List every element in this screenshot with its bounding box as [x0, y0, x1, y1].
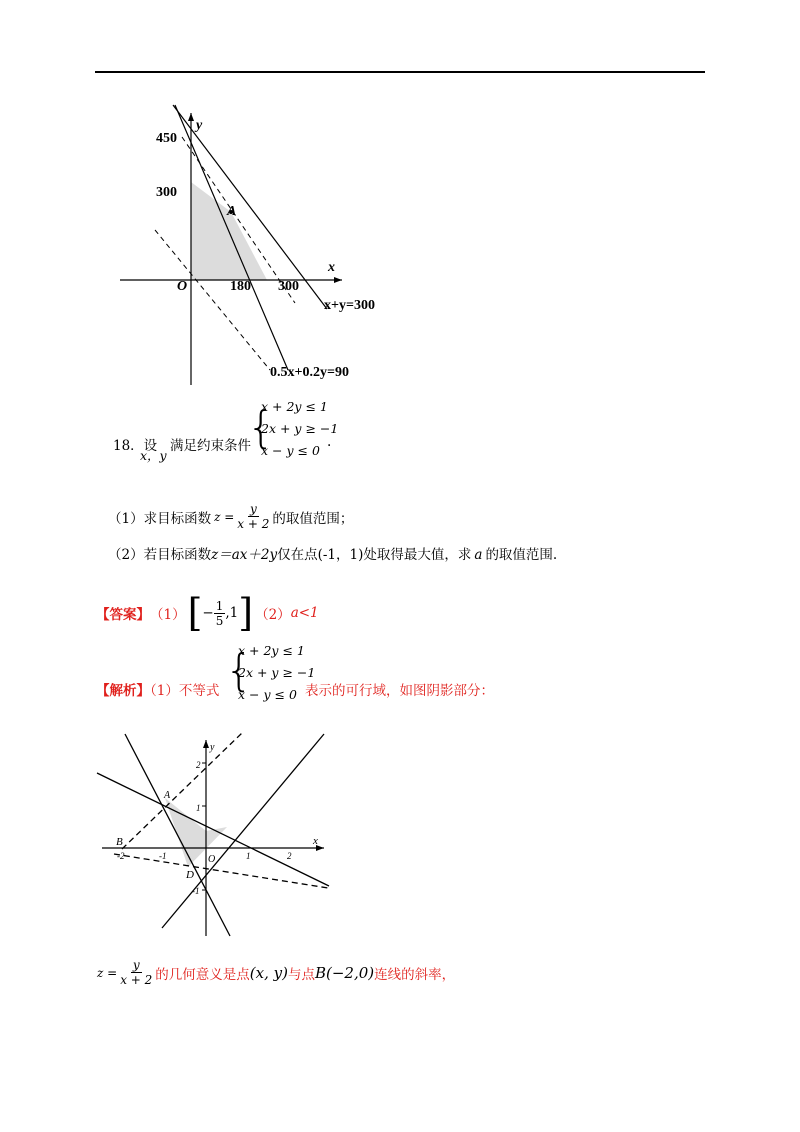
problem-condition: 满足约束条件 [170, 438, 251, 454]
point-A-label-1: A [227, 204, 237, 219]
tick-label-ym1: -1 [192, 886, 200, 896]
x-axis-label-2: x [313, 835, 318, 847]
answer-interval: [ − $\frac{1}{5}$ ,1 ] [187, 591, 254, 635]
tick-label-300-y: 300 [156, 185, 177, 200]
analysis-suffix: 表示的可行域，如图阴影部分： [305, 683, 494, 699]
answer-neg: − [202, 605, 214, 621]
slope-explanation [97, 958, 455, 987]
figure-2-graph [92, 728, 337, 940]
tick-label-x1: 1 [246, 851, 251, 861]
header-rule [95, 71, 705, 73]
tick-label-xm2: -2 [117, 851, 125, 861]
answer-part2-expr: a<1 [290, 605, 319, 621]
analysis-constraint-3: x − y ≤ 0 [238, 687, 297, 702]
q1-prefix: （1）求目标函数 [108, 510, 212, 527]
constraint-1: x + 2y ≤ 1 [261, 399, 328, 414]
answer-denominator: 5 [215, 613, 224, 628]
last-text1: 的几何意义是点 [155, 966, 250, 983]
constraint-system-1 [261, 396, 338, 462]
dashed-line-BD [114, 854, 328, 888]
y-axis-arrow-2 [203, 740, 209, 748]
line1-label: x+y=300 [324, 298, 375, 313]
figure-1-graph [110, 95, 400, 385]
constraint-3: x − y ≤ 0 [261, 443, 320, 458]
q2-middle: 仅在点(-1，1)处取得最大值，求 [277, 547, 472, 563]
line-x-plus-2y-eq-1 [97, 773, 329, 886]
tick-label-y1: 1 [196, 803, 201, 813]
y-axis-label-2: y [210, 742, 215, 753]
problem-number: 18．设 [113, 438, 158, 454]
tick-label-y2: 2 [196, 760, 201, 770]
answer-part2-label: （2） [255, 607, 291, 623]
q2-suffix: 的取值范围. [485, 547, 558, 563]
problem-vars: x，y [140, 448, 167, 463]
last-point: (x, y) [249, 963, 288, 982]
answer-numerator: 1 [215, 598, 224, 613]
question-2 [108, 543, 557, 563]
answer-tail: ,1 [225, 605, 239, 621]
brace-2: { [225, 645, 253, 696]
q1-z: z = [214, 509, 235, 524]
brace-1: { [247, 402, 275, 453]
q2-expression: z＝ax＋2y [211, 547, 278, 563]
last-denominator: x + 2 [120, 973, 153, 987]
tick-label-450: 450 [156, 131, 177, 146]
question-1 [108, 502, 353, 531]
y-axis-arrow-1 [188, 113, 194, 121]
problem-end: . [327, 434, 332, 450]
last-text3: 连线的斜率， [374, 966, 456, 983]
answer-line [96, 591, 319, 635]
origin-label-2: O [208, 854, 216, 865]
constraint-2: 2x + y ≥ −1 [261, 421, 339, 436]
analysis-constraint-1: x + 2y ≤ 1 [238, 643, 305, 658]
tick-label-x2: 2 [287, 851, 292, 861]
q1-numerator: y [249, 502, 257, 516]
q1-fraction [237, 502, 269, 531]
analysis-part1: （1）不等式 [150, 683, 220, 699]
y-axis-label-1: y [196, 118, 203, 133]
x-axis-arrow-1 [334, 277, 342, 283]
last-text2: 与点 [287, 966, 315, 983]
last-z: z = [97, 965, 118, 980]
answer-label: 【答案】 [96, 607, 150, 623]
origin-label-1: O [177, 279, 188, 294]
answer-fraction [214, 599, 226, 628]
tick-label-300-x: 300 [278, 279, 299, 294]
q1-suffix: 的取值范围； [272, 510, 354, 527]
q2-a: a [474, 547, 483, 563]
last-fraction [120, 958, 152, 987]
last-numerator: y [132, 958, 140, 972]
point-B-label: B [116, 836, 123, 848]
q1-denominator: x + 2 [237, 517, 270, 531]
analysis-label: 【解析】 [96, 683, 150, 699]
point-A-label-2: A [164, 790, 171, 801]
tick-label-180: 180 [230, 279, 251, 294]
constraint-system-2 [238, 640, 315, 706]
tick-label-xm1: -1 [159, 851, 167, 861]
line2-label: 0.5x+0.2y=90 [270, 365, 349, 380]
point-D-label: D [186, 869, 194, 881]
answer-part1-label: （1） [150, 607, 186, 623]
analysis-line [96, 679, 219, 699]
x-axis-label-1: x [328, 260, 335, 275]
analysis-constraint-2: 2x + y ≥ −1 [238, 665, 316, 680]
q2-prefix: （2）若目标函数 [108, 547, 212, 563]
last-B: B(−2,0) [314, 963, 375, 982]
